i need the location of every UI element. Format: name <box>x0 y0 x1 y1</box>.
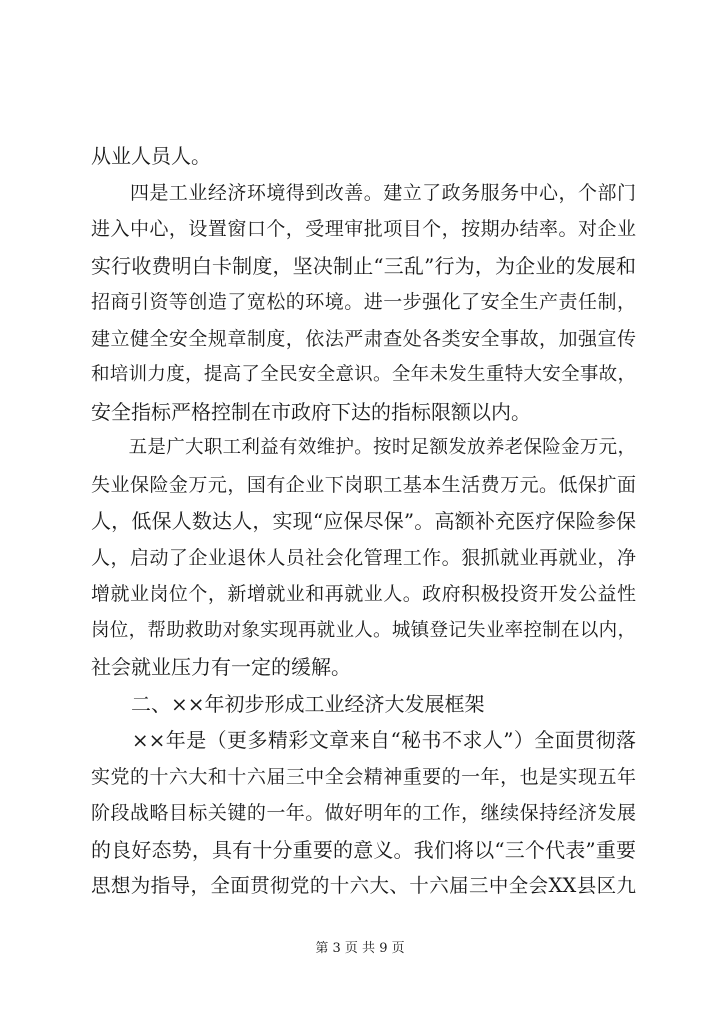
text-line: 五是广大职工利益有效维护。按时足额发放养老保险金万元， <box>91 437 636 458</box>
text-line: 四是工业经济环境得到改善。建立了政务服务中心，个部门 <box>91 181 636 204</box>
text-line: 的良好态势，具有十分重要的意义。我们将以“三个代表”重要 <box>91 837 636 862</box>
text-line: 安全指标严格控制在市政府下达的指标限额以内。 <box>91 399 531 424</box>
document-body <box>91 138 636 905</box>
text-line: 二、××年初步形成工业经济大发展框架 <box>91 691 485 716</box>
text-line: 从业人员人。 <box>91 144 211 168</box>
text-line: 进入中心，设置窗口个，受理审批项目个，按期办结率。对企业 <box>91 218 636 240</box>
text-line: ××年是（更多精彩文章来自“秘书不求人”）全面贯彻落 <box>91 728 636 752</box>
text-line: 失业保险金万元，国有企业下岗职工基本生活费万元。低保扩面 <box>91 473 636 496</box>
text-line: 人，启动了企业退休人员社会化管理工作。狠抓就业再就业，净 <box>91 546 636 569</box>
text-line: 实党的十六大和十六届三中全会精神重要的一年，也是实现五年 <box>91 765 636 788</box>
text-line: 思想为指导，全面贯彻党的十六大、十六届三中全会XX县区九 <box>91 874 636 897</box>
text-line: 人，低保人数达人，实现“应保尽保”。高额补充医疗保险参保 <box>91 509 636 533</box>
text-line: 招商引资等创造了宽松的环境。进一步强化了安全生产责任制， <box>91 291 636 313</box>
text-line: 建立健全安全规章制度，依法严肃查处各类安全事故，加强宣传 <box>91 327 636 350</box>
text-line: 社会就业压力有一定的缓解。 <box>91 655 351 679</box>
text-line: 阶段战略目标关键的一年。做好明年的工作，继续保持经济发展 <box>91 802 636 824</box>
text-line: 和培训力度，提高了全民安全意识。全年未发生重特大安全事故， <box>91 364 636 385</box>
text-line: 岗位，帮助救助对象实现再就业人。城镇登记失业率控制在以内， <box>91 619 636 641</box>
page-footer: 第 3 页 共 9 页 <box>315 941 405 956</box>
text-line: 增就业岗位个，新增就业和再就业人。政府积极投资开发公益性 <box>91 583 636 605</box>
text-line: 实行收费明白卡制度，坚决制止“三乱”行为，为企业的发展和 <box>91 253 636 278</box>
